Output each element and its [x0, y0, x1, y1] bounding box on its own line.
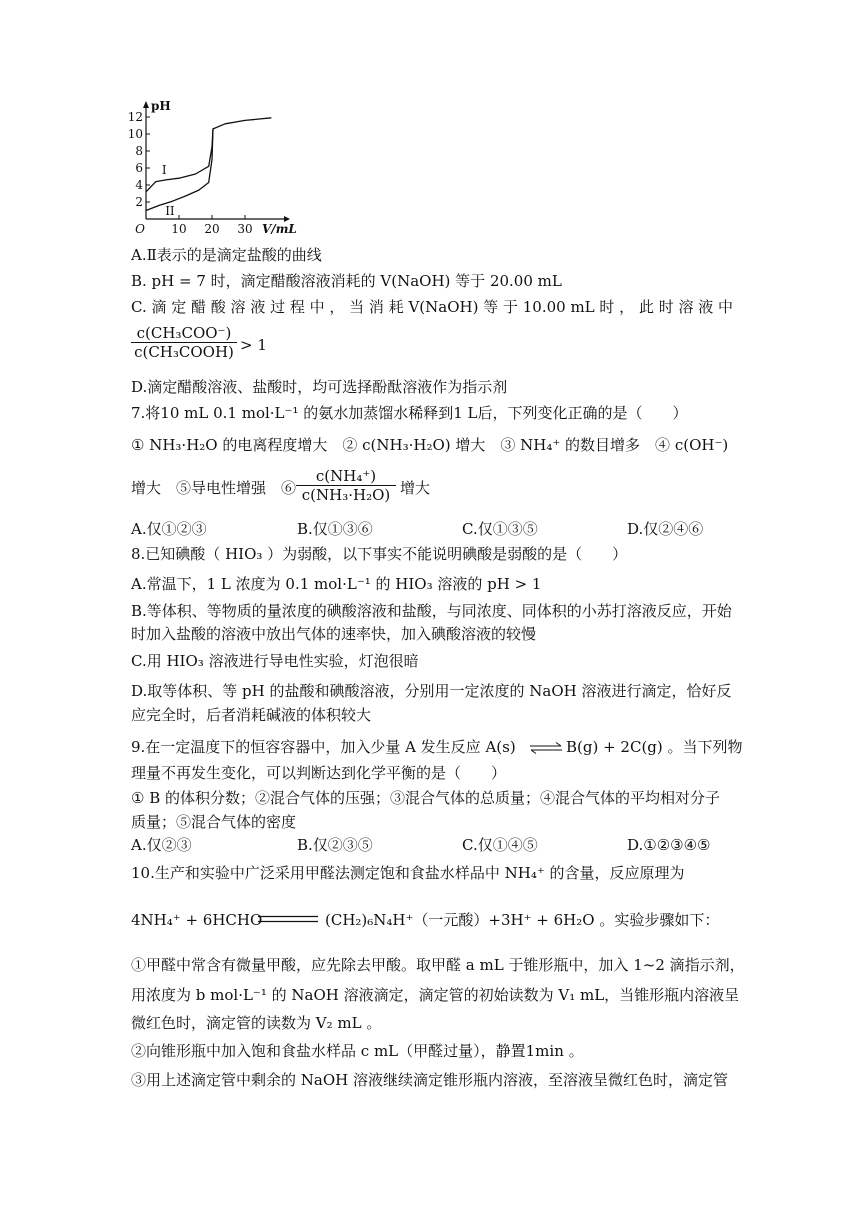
q6-option-d: D.滴定醋酸溶液、盐酸时，均可选择酚酞溶液作为指示剂: [131, 378, 508, 396]
q9-stem-part1: 9.在一定温度下的恒容容器中，加入少量 A 发生反应 A(s): [131, 738, 516, 756]
q7-option-d: D.仅②④⑥: [627, 520, 704, 538]
q7-option-c: C.仅①③⑤: [462, 520, 538, 538]
series-label-1: II: [165, 204, 175, 219]
y-tick-label: 2: [135, 195, 143, 209]
q7-fraction: [296, 467, 396, 504]
x-axis-label: V/mL: [262, 222, 297, 236]
q7-option-a: A.仅①②③: [131, 520, 207, 538]
q9-items-line1: ① B 的体积分数；②混合气体的压强；③混合气体的总质量；④混合气体的平均相对分子: [131, 789, 721, 807]
q6-option-c: C. 滴 定 醋 酸 溶 液 过 程 中 ， 当 消 耗 V(NaOH) 等 于 10.00 mL 时 ， 此 时 溶 液 中: [131, 298, 734, 316]
q7-stem: 7.将10 mL 0.1 mol·L⁻¹ 的氨水加蒸馏水稀释到1 L后，下列变化正确的是（ ）: [131, 404, 688, 422]
q7-items-line2-tail: 增大: [400, 479, 431, 497]
x-tick-label: 10: [171, 222, 187, 236]
q10-step1-line2: 用浓度为 b mol·L⁻¹ 的 NaOH 溶液滴定，滴定管的初始读数为 V₁ mL，当锥形瓶内溶液呈: [131, 986, 740, 1004]
y-tick-label: 12: [127, 110, 143, 124]
q10-step1-line1: ①甲醛中常含有微量甲酸，应先除去甲酸。取甲醛 a mL 于锥形瓶中，加入 1~2 滴指示剂，: [131, 956, 745, 974]
q10-equation-left: 4NH₄⁺ + 6HCHO: [131, 911, 263, 929]
q7-items-line1: ① NH₃·H₂O 的电离程度增大 ② c(NH₃·H₂O) 增大 ③ NH₄⁺ 的数目增多 ④ c(OH⁻): [131, 436, 729, 454]
q7-items-line2: 增大 ⑤导电性增强 ⑥: [131, 479, 297, 497]
q9-option-c: C.仅①④⑤: [462, 836, 538, 854]
y-axis-arrow: [143, 101, 149, 108]
series-label-0: I: [161, 162, 167, 177]
q8-stem: 8.已知碘酸（ HIO₃ ）为弱酸，以下事实不能说明碘酸是弱酸的是（ ）: [131, 545, 628, 563]
q7-frac-numerator: c(NH₄⁺): [315, 467, 377, 485]
q8-option-d-line2: 应完全时，后者消耗碱液的体积较大: [131, 706, 372, 724]
q9-items-line2: 质量；⑤混合气体的密度: [131, 813, 297, 831]
q8-option-b-line2: 时加入盐酸的溶液中放出气体的速率快，加入碘酸溶液的较慢: [131, 625, 537, 643]
titration-chart: [127, 96, 297, 244]
y-axis-label: pH: [151, 99, 171, 113]
q6-option-c-tail: > 1: [240, 336, 267, 354]
x-tick-label: 30: [237, 222, 253, 236]
q8-option-d-line1: D.取等体积、等 pH 的盐酸和碘酸溶液，分别用一定浓度的 NaOH 溶液进行滴定，恰好反: [131, 682, 732, 700]
q10-step2: ②向锥形瓶中加入饱和食盐水样品 c mL（甲醛过量），静置1min 。: [131, 1042, 584, 1060]
reversible-arrow-icon: [529, 742, 563, 754]
q8-option-b-line1: B.等体积、等物质的量浓度的碘酸溶液和盐酸，与同浓度、同体积的小苏打溶液反应，开始: [131, 602, 732, 620]
q8-option-a: A.常温下，1 L 浓度为 0.1 mol·L⁻¹ 的 HIO₃ 溶液的 pH > 1: [131, 575, 542, 593]
q9-stem-line2: 理量不再发生变化，可以判断达到化学平衡的是（ ）: [131, 764, 507, 782]
q9-stem-part2: B(g) + 2C(g) 。当下列物: [566, 738, 743, 756]
q7-option-b: B.仅①③⑥: [297, 520, 373, 538]
q10-step3: ③用上述滴定管中剩余的 NaOH 溶液继续滴定锥形瓶内溶液，至溶液呈微红色时，滴定管: [131, 1071, 728, 1089]
q9-option-a: A.仅②③: [131, 836, 192, 854]
q7-frac-denominator: c(NH₃·H₂O): [296, 485, 396, 504]
y-tick-label: 8: [135, 144, 143, 158]
q10-step1-line3: 微红色时，滴定管的读数为 V₂ mL 。: [131, 1014, 382, 1032]
q10-equation-right: (CH₂)₆N₄H⁺（一元酸）+3H⁺ + 6H₂O 。实验步骤如下：: [325, 911, 720, 929]
y-tick-label: 10: [127, 127, 143, 141]
q6-option-c-fraction: [131, 324, 237, 361]
q6-option-b: B. pH = 7 时，滴定醋酸溶液消耗的 V(NaOH) 等于 20.00 mL: [131, 272, 562, 290]
q6-frac-denominator: c(CH₃COOH): [131, 342, 237, 361]
origin-label: O: [135, 222, 145, 236]
q8-option-c: C.用 HIO₃ 溶液进行导电性实验，灯泡很暗: [131, 652, 419, 670]
q9-option-b: B.仅②③⑤: [297, 836, 373, 854]
q6-option-a: A.Ⅱ表示的是滴定盐酸的曲线: [131, 246, 322, 264]
y-tick-label: 6: [135, 161, 143, 175]
q6-frac-numerator: c(CH₃COO⁻): [136, 324, 232, 342]
equals-sign-icon: [257, 914, 319, 924]
chart-layer: [128, 99, 297, 236]
q10-stem: 10.生产和实验中广泛采用甲醛法测定饱和食盐水样品中 NH₄⁺ 的含量，反应原理为: [131, 864, 685, 882]
q9-option-d: D.①②③④⑤: [627, 836, 711, 854]
x-tick-label: 20: [204, 222, 220, 236]
y-tick-label: 4: [135, 178, 143, 192]
